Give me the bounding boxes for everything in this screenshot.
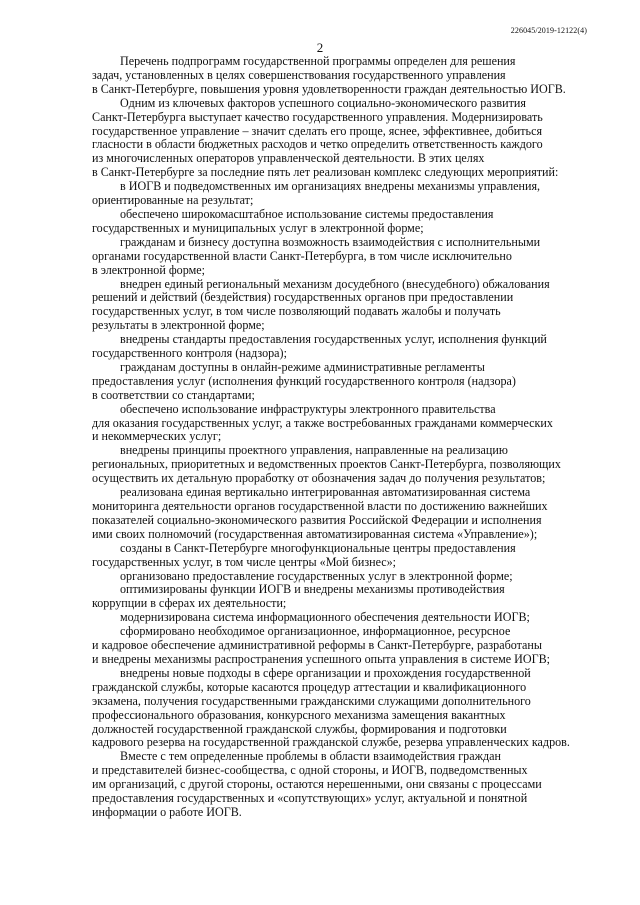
list-item-mfc-centers: созданы в Санкт-Петербурге многофункциональные центры предоставления государственных услуг, в том числе центры «Мой бизнес»; [92,540,516,569]
list-item-electronic-services-system: обеспечено широкомасштабное использование системы предоставления государственных и муниципальных услуг в электронной форме; [92,206,494,235]
list-item-reform-support: сформировано необходимое организационное, информационное, ресурсное и кадровое обеспечение административной реформы в Санкт-Петербурге, разработаны и внедрены механизмы распространения успешного опыта управления в системе ИОГВ; [92,624,551,666]
list-item-information-system: модернизирована система информационного обеспечения деятельности ИОГВ; [120,610,530,625]
list-item-monitoring-system: реализована единая вертикально интегрированная автоматизированная система мониторинга деятельности органов государственной власти по достижению важнейших показателей социально-экономического развития Российской Федерации и исполнения ими своих полномочий (государственная автоматизированная система «Управление»); [92,485,548,541]
list-item-result-oriented-management: в ИОГВ и подведомственных им организациях внедрены механизмы управления, ориентированные на результат; [92,179,541,208]
page-number: 2 [316,40,324,55]
list-item-e-government-infrastructure: обеспечено использование инфраструктуры электронного правительства для оказания государственных услуг, а также востребованных гражданами коммерческих и некоммерческих услуг; [92,401,553,444]
list-item-online-regulations: гражданам доступны в онлайн-режиме административные регламенты предоставления услуг (исполнения функций государственного контроля (надзора) в соответствии со стандартами; [92,359,516,402]
list-item-citizen-interaction: гражданам и бизнесу доступна возможность взаимодействия с исполнительными органами государственной власти Санкт-Петербурга, в том числе исключительно в электронной форме; [92,234,541,277]
list-item-electronic-provision: организовано предоставление государственных услуг в электронной форме; [120,568,513,583]
document-id: 226045/2019-12122(4) [510,26,587,35]
paragraph-intro-subprograms: Перечень подпрограмм государственной программы определен для решения задач, установленных в целях совершенствования государственного управления в Санкт-Петербурге, повышения уровня удовлетворенности граждан деятельностью ИОГВ. [92,54,566,96]
list-item-anticorruption: оптимизированы функции ИОГВ и внедрены механизмы противодействия коррупции в сферах их деятельности; [92,582,505,611]
paragraph-key-factors: Одним из ключевых факторов успешного социально-экономического развития Санкт-Петербурга выступает качество государственного управления. Модернизировать государственное управление – значит сделать его проще, яснее, эффективнее, добиться гласности в области бюджетных расходов и четко определить ответственность каждого из многочисленных операторов управленческой деятельности. В этих целях в Санкт-Петербурге за последние пять лет реализован комплекс следующих мероприятий: [92,95,559,180]
list-item-civil-service: внедрены новые подходы в сфере организации и прохождения государственной гражданской службы, которые касаются процедур аттестации и квалификационного экзамена, получения государственными гражданскими служащими дополнительного профессионального образования, конкурсного механизма замещения вакантных должностей государственной гражданской службы, формирования и подготовки кадрового резерва на государственной гражданской службе, резерва управленческих кадров. [92,665,570,750]
list-item-service-standards: внедрены стандарты предоставления государственных услуг, исполнения функций государственного контроля (надзора); [92,332,547,361]
document-body [92,55,589,820]
paragraph-remaining-problems: Вместе с тем определенные проблемы в области взаимодействия граждан и представителей бизнес-сообщества, с одной стороны, и ИОГВ, подведомственных им организаций, с другой стороны, остаются нерешенными, они связаны с процессами предоставления государственных и «сопутствующих» услуг, актуальной и понятной информации о работе ИОГВ. [92,749,542,819]
list-item-pretrial-appeal: внедрен единый региональный механизм досудебного (внесудебного) обжалования решений и действий (бездействия) государственных органов при предоставлении государственных услуг, в том числе позволяющий подавать жалобы и получать результаты в электронной форме; [92,276,550,333]
list-item-project-management: внедрены принципы проектного управления, направленные на реализацию региональных, приоритетных и ведомственных проектов Санкт-Петербурга, позволяющих осуществить их детальную проработку от обозначения задач до получения результатов; [92,443,561,486]
